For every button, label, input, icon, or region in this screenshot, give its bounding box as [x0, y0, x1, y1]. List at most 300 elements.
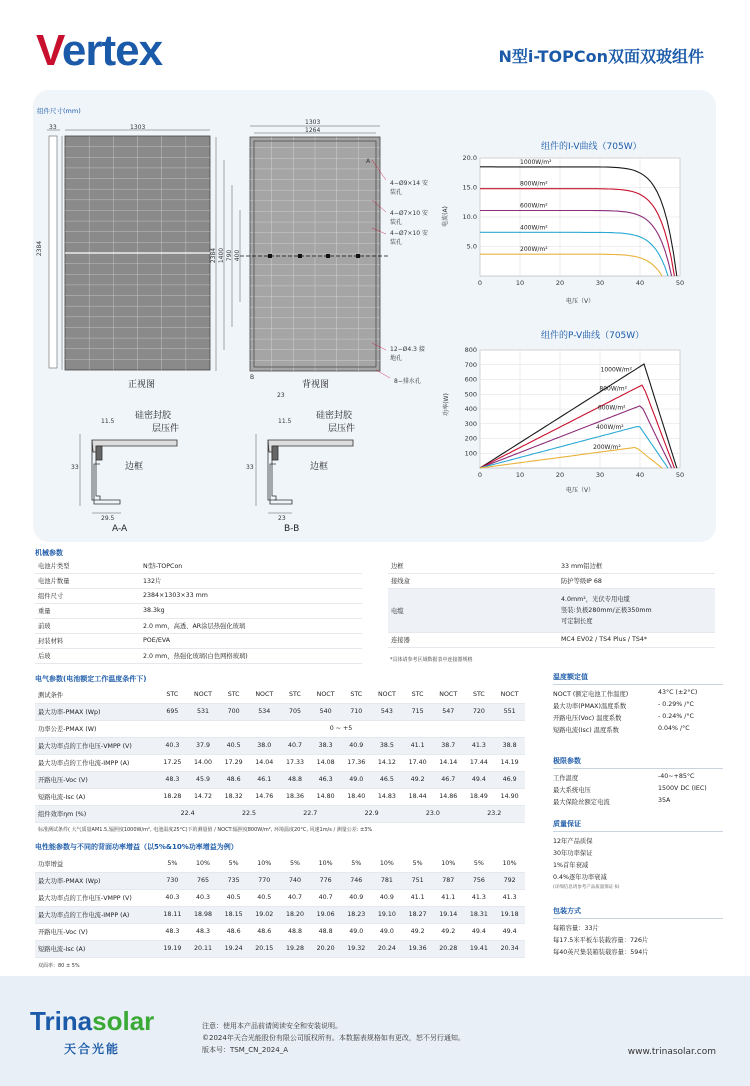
param-name: 封装材料 [35, 633, 140, 648]
pv-chart-ylabel: 功率(W) [442, 393, 450, 416]
footer-line-2: ©2024年天合光能股份有限公司版权所有。本数据表规格如有更改，恕不另行通知。 [202, 1034, 465, 1042]
table-cell: 531 [188, 703, 219, 720]
bb-dim-width: 23 [278, 515, 286, 522]
header-cell: NOCT [372, 686, 403, 703]
x-tick-label: 50 [675, 279, 685, 287]
mechanical-table-left [35, 558, 362, 664]
table-cell: 781 [372, 872, 403, 889]
table-cell: 18.36 [280, 788, 311, 805]
y-tick-label: 5.0 [466, 242, 477, 251]
header-cell: 5% [280, 855, 311, 872]
table-cell: 14.12 [372, 754, 403, 771]
list-item-text: 1500V DC (IEC) [658, 785, 707, 792]
param-name: 连接器 [388, 632, 558, 647]
series-label: 200W/m² [520, 246, 548, 254]
param-name: 边框 [388, 558, 558, 573]
table-cell: 41.3 [464, 737, 495, 754]
param-name: 组件尺寸 [35, 588, 140, 603]
y-tick-label: 800 [464, 346, 477, 354]
table-cell: 41.3 [494, 889, 525, 906]
y-tick-label: 400 [464, 405, 477, 413]
table-cell: 720 [464, 703, 495, 720]
table-cell: 18.40 [341, 788, 372, 805]
list-item [553, 713, 723, 725]
table-cell: 18.20 [280, 906, 311, 923]
table-cell: 751 [402, 872, 433, 889]
header-cell: 10% [433, 855, 464, 872]
table-cell: 19.41 [464, 940, 495, 957]
table-row [35, 771, 525, 788]
table-cell: 770 [249, 872, 280, 889]
table-cell: 17.36 [341, 754, 372, 771]
row-label: 最大功率点的工作电流-IMPP (A) [35, 754, 157, 771]
list-item [553, 785, 723, 797]
back-h1-dim: 2384 [210, 247, 218, 264]
y-tick-label: 20.0 [462, 154, 477, 162]
row-label: 组件效率ηm (%) [35, 805, 157, 822]
table-cell: 49.2 [402, 771, 433, 788]
table-cell: 17.33 [280, 754, 311, 771]
hole-label-2: 4−Ø7×10 安装孔 [390, 210, 428, 226]
series-label: 600W/m² [520, 202, 548, 210]
brand-trina: Trina [30, 1006, 93, 1036]
y-tick-label: 600 [464, 375, 477, 384]
table-cell: 48.3 [188, 923, 219, 940]
section-bb-drawing [256, 434, 353, 513]
bb-dim-top: 11.5 [278, 418, 292, 425]
series-label: 600W/m² [597, 404, 626, 412]
table-cell: 20.11 [188, 940, 219, 957]
table-cell: 540 [310, 703, 341, 720]
packing [553, 906, 723, 959]
table-cell: 22.7 [280, 805, 341, 822]
dim-23: 23 [277, 392, 285, 399]
table-cell: 14.00 [188, 754, 219, 771]
table-cell: 551 [494, 703, 525, 720]
table-cell: 46.7 [433, 771, 464, 788]
header-cell: STC [218, 686, 249, 703]
mechanical-note: *具体请参考区域数据表中连接器规格 [390, 657, 473, 663]
row-label: 短路电流-Isc (A) [35, 788, 157, 805]
table-cell: 40.5 [249, 889, 280, 906]
table-cell: 18.44 [402, 788, 433, 805]
table-row [388, 632, 715, 647]
table-cell: 46.9 [494, 771, 525, 788]
table-cell: 40.9 [341, 889, 372, 906]
table-cell: 14.14 [433, 754, 464, 771]
param-value-line: MC4 EV02 / TS4 Plus / TS4* [561, 636, 648, 643]
website-link[interactable]: www.trinasolar.com [627, 1047, 716, 1057]
list-item [553, 725, 723, 737]
table-cell: 40.5 [218, 737, 249, 754]
header-cell: 5% [341, 855, 372, 872]
back-width-dim: 1303 [305, 119, 321, 126]
table-cell: 543 [372, 703, 403, 720]
bb-section-name: B-B [284, 524, 300, 534]
table-cell: 19.19 [157, 940, 188, 957]
list-item-text: -40~+85°C [658, 773, 695, 780]
table-cell: 14.19 [494, 754, 525, 771]
table-cell: 19.02 [249, 906, 280, 923]
param-value [558, 573, 715, 588]
list-item-text: 每40英尺集装箱装载容量：594片 [553, 949, 649, 956]
pv-chart [450, 342, 700, 487]
pv-chart-title: 组件的P-V曲线（705W） [541, 331, 645, 341]
table-cell: 48.6 [249, 923, 280, 940]
y-tick-label: 100 [464, 449, 477, 458]
front-view-label: 正视图 [128, 380, 156, 390]
header-cell: STC [341, 686, 372, 703]
list-item-text: 每17.5米平板车装载容量：726片 [553, 937, 649, 944]
x-tick-label: 40 [635, 471, 645, 479]
front-width-dim: 1303 [130, 124, 146, 131]
table-cell: 41.1 [402, 889, 433, 906]
row-label: 功率公差-PMAX (W) [35, 720, 157, 737]
y-tick-label: 200 [464, 434, 477, 443]
aa-dim-width: 29.5 [101, 515, 115, 522]
front-frame-dim: 33 [49, 124, 57, 131]
table-cell: 49.2 [433, 923, 464, 940]
param-value-line: 33 mm铝边框 [561, 562, 603, 570]
table-cell: 14.90 [494, 788, 525, 805]
bb-laminate-label: 层压件 [328, 424, 356, 434]
header-cell: 测试条件 [35, 686, 157, 703]
table-row [388, 588, 715, 632]
x-tick-label: 20 [555, 279, 565, 287]
header-cell: 功率增益 [35, 855, 157, 872]
header-cell: 10% [188, 855, 219, 872]
mechanical-title: 机械参数 [35, 549, 63, 557]
param-name: 电缆 [388, 588, 558, 632]
table-cell: 17.44 [464, 754, 495, 771]
table-cell: 38.7 [433, 737, 464, 754]
table-cell: 40.9 [341, 737, 372, 754]
table-cell: 19.10 [372, 906, 403, 923]
param-value [558, 558, 715, 573]
header-cell: 5% [402, 855, 433, 872]
table-row [35, 603, 362, 618]
table-cell: 715 [402, 703, 433, 720]
table-cell: 38.5 [372, 737, 403, 754]
table-cell: 18.28 [157, 788, 188, 805]
table-cell: 19.24 [218, 940, 249, 957]
table-row [388, 573, 715, 588]
table-cell: 18.23 [341, 906, 372, 923]
temperature-title: 温度额定值 [553, 672, 723, 685]
table-cell: 534 [249, 703, 280, 720]
param-value: 2.0 mm，热强化玻璃(白色网格玻璃) [140, 648, 362, 663]
table-cell: 14.04 [249, 754, 280, 771]
table-cell: 19.06 [310, 906, 341, 923]
list-item-text: 0.04% /°C [658, 725, 690, 732]
param-value: N型i-TOPCon [140, 558, 362, 573]
list-item-text: 每箱容量：33片 [553, 925, 599, 932]
table-cell: 48.8 [280, 923, 311, 940]
list-item-text: 最大功率(PMAX)温度系数 [553, 703, 627, 710]
list-item-text: 最大保险丝额定电流 [553, 799, 610, 806]
header-cell: NOCT [188, 686, 219, 703]
header-cell: NOCT [249, 686, 280, 703]
table-cell: 48.6 [218, 923, 249, 940]
x-tick-label: 30 [595, 471, 605, 479]
table-cell: 38.3 [310, 737, 341, 754]
table-cell: 547 [433, 703, 464, 720]
header-cell: 5% [218, 855, 249, 872]
front-height-dim: 2384 [36, 240, 44, 257]
header-cell: STC [280, 686, 311, 703]
back-h4-dim: 400 [234, 249, 242, 262]
series-label: 400W/m² [520, 224, 548, 232]
table-cell: 22.4 [157, 805, 218, 822]
electrical-table [35, 686, 525, 823]
list-item-text: NOCT (额定电池工作温度) [553, 691, 629, 698]
electrical-title: 电气参数(电池额定工作温度条件下) [35, 675, 147, 683]
param-name: 电池片类型 [35, 558, 140, 573]
aa-sealant-label: 硅密封胶 [135, 411, 172, 421]
y-tick-label: 700 [464, 360, 477, 369]
table-cell: 18.49 [464, 788, 495, 805]
table-cell: 14.72 [188, 788, 219, 805]
table-cell: 49.4 [464, 923, 495, 940]
series-label: 400W/m² [596, 423, 624, 431]
list-item [553, 836, 723, 848]
table-cell: 49.4 [464, 771, 495, 788]
row-label: 开路电压-Voc (V) [35, 923, 157, 940]
aa-section-name: A-A [112, 524, 128, 534]
table-cell: 22.5 [218, 805, 279, 822]
list-item-text: 12年产品质保 [553, 838, 593, 845]
param-value: 38.3kg [140, 603, 362, 618]
list-item [553, 947, 723, 959]
table-cell: 40.3 [188, 889, 219, 906]
list-item-text: 工作温度 [553, 775, 579, 782]
dimensions-title: 组件尺寸(mm) [37, 107, 81, 115]
table-cell: 740 [280, 872, 311, 889]
table-row [388, 558, 715, 573]
bb-mark: B [250, 374, 255, 381]
table-cell: 40.7 [280, 737, 311, 754]
series-label: 800W/m² [520, 180, 548, 188]
table-cell: 49.0 [341, 923, 372, 940]
table-cell: 18.11 [157, 906, 188, 923]
table-cell: 0 ~ +5 [157, 720, 525, 737]
hole-label-4: 12−Ø4.3 接地孔 [390, 346, 425, 362]
table-cell: 49.0 [372, 923, 403, 940]
list-item-text: 短路电流(Isc) 温度系数 [553, 727, 619, 734]
header-cell: 10% [494, 855, 525, 872]
aa-dim-height: 33 [71, 464, 79, 471]
table-cell: 48.3 [157, 923, 188, 940]
footer-line-1: 注意：使用本产品前请阅读安全和安装说明。 [202, 1022, 342, 1030]
back-inner-width-dim: 1264 [305, 127, 321, 134]
header-cell: 10% [310, 855, 341, 872]
table-cell: 695 [157, 703, 188, 720]
trinasolar-cn: 天合光能 [64, 1042, 121, 1056]
pv-chart-xlabel: 电压（V） [566, 487, 595, 494]
table-cell: 41.3 [464, 889, 495, 906]
table-row [35, 788, 525, 805]
table-cell: 40.7 [280, 889, 311, 906]
limit-parameters [553, 756, 723, 809]
table-cell: 787 [433, 872, 464, 889]
table-cell: 20.24 [372, 940, 403, 957]
table-row [35, 805, 525, 822]
table-cell: 40.3 [157, 737, 188, 754]
param-name: 接线盒 [388, 573, 558, 588]
param-value [558, 632, 715, 647]
table-row [35, 558, 362, 573]
table-cell: 746 [341, 872, 372, 889]
row-label: 最大功率-PMAX (Wp) [35, 703, 157, 720]
table-cell: 700 [218, 703, 249, 720]
series-label: 1000W/m² [600, 366, 633, 374]
param-value: 2384×1303×33 mm [140, 588, 362, 603]
list-item-text: 0.4%逐年功率衰减 [553, 874, 607, 881]
param-name: 重量 [35, 603, 140, 618]
back-h3-dim: 790 [226, 249, 234, 262]
param-name: 前玻 [35, 618, 140, 633]
aa-laminate-label: 层压件 [152, 424, 180, 434]
list-item-text: 35A [658, 797, 671, 804]
table-cell: 41.1 [402, 737, 433, 754]
limits-title: 极限参数 [553, 756, 723, 769]
bifacial-note: 双面率：80 ± 5% [38, 963, 80, 969]
table-cell: 705 [280, 703, 311, 720]
aa-dim-top: 11.5 [101, 418, 115, 425]
list-item [553, 872, 723, 884]
table-row [35, 573, 362, 588]
series-label: 1000W/m² [520, 158, 552, 166]
table-cell: 48.8 [280, 771, 311, 788]
bb-sealant-label: 硅密封胶 [316, 411, 353, 421]
vertex-logo: Vertex [36, 26, 163, 75]
table-row [35, 588, 362, 603]
header-cell: STC [464, 686, 495, 703]
param-value: 132片 [140, 573, 362, 588]
mechanical-table-right [388, 558, 715, 648]
header-cell: NOCT [310, 686, 341, 703]
x-tick-label: 40 [635, 279, 645, 287]
list-item-text: 最大系统电压 [553, 787, 591, 794]
row-label: 最大功率点的工作电流-IMPP (A) [35, 906, 157, 923]
table-cell: 18.15 [218, 906, 249, 923]
header-cell: NOCT [494, 686, 525, 703]
header-cell: 5% [464, 855, 495, 872]
table-row [35, 720, 525, 737]
table-row [35, 618, 362, 633]
table-cell: 38.8 [494, 737, 525, 754]
table-cell: 23.0 [402, 805, 463, 822]
table-header [35, 686, 525, 703]
table-cell: 46.1 [249, 771, 280, 788]
param-value [558, 588, 715, 632]
param-value-line: 竖装:负极280mm/正极350mm [561, 606, 652, 614]
table-cell: 20.28 [433, 940, 464, 957]
table-row [35, 633, 362, 648]
header-cell: 10% [249, 855, 280, 872]
y-tick-label: 15.0 [462, 183, 477, 192]
bifacial-table [35, 855, 525, 958]
table-cell: 19.18 [494, 906, 525, 923]
table-cell: 17.25 [157, 754, 188, 771]
table-cell: 41.1 [433, 889, 464, 906]
table-row [35, 703, 525, 720]
table-cell: 730 [157, 872, 188, 889]
iv-chart [450, 150, 700, 300]
list-item-text: - 0.24% /°C [658, 713, 694, 720]
warranty-title: 质量保证 [553, 819, 723, 832]
table-row [35, 889, 525, 906]
table-cell: 46.3 [310, 771, 341, 788]
table-cell: 48.8 [310, 923, 341, 940]
table-cell: 48.3 [157, 771, 188, 788]
param-value-line: 防护等级IP 68 [561, 578, 602, 585]
table-cell: 710 [341, 703, 372, 720]
list-item [553, 701, 723, 713]
table-cell: 18.31 [464, 906, 495, 923]
table-cell: 22.9 [341, 805, 402, 822]
table-cell: 20.34 [494, 940, 525, 957]
hole-label-1: 4−Ø9×14 安装孔 [390, 180, 428, 196]
header-cell: STC [402, 686, 433, 703]
header-cell: NOCT [433, 686, 464, 703]
iv-chart-title: 组件的I-V曲线（705W） [541, 142, 642, 152]
table-row [35, 648, 362, 663]
table-cell: 40.7 [310, 889, 341, 906]
list-item-text: 开路电压(Voc) 温度系数 [553, 715, 622, 722]
row-label: 短路电流-Isc (A) [35, 940, 157, 957]
table-cell: 735 [218, 872, 249, 889]
row-label: 开路电压-Voc (V) [35, 771, 157, 788]
list-item [553, 689, 723, 701]
iv-chart-xlabel: 电压（V） [566, 298, 595, 305]
table-cell: 19.28 [280, 940, 311, 957]
packing-title: 包装方式 [553, 906, 723, 919]
brand-solar: solar [92, 1006, 155, 1036]
table-cell: 17.29 [218, 754, 249, 771]
table-cell: 49.0 [341, 771, 372, 788]
aa-mark: A [366, 158, 371, 165]
bb-dim-height: 33 [246, 464, 254, 471]
table-cell: 37.9 [188, 737, 219, 754]
list-item [553, 923, 723, 935]
table-cell: 40.3 [157, 889, 188, 906]
table-cell: 17.40 [402, 754, 433, 771]
y-tick-label: 10.0 [462, 213, 477, 221]
electrical-note: 标准测试条件( 大气质量AM1.5,辐照度1000W/m², 电池温度25°C)下的测量值 / NOCT:辐照度800W/m², 环境温度20°C, 风速1m/s / 测量公差: ±3% [38, 827, 373, 833]
x-tick-label: 50 [675, 471, 685, 479]
header-cell: STC [157, 686, 188, 703]
section-aa-drawing [80, 434, 177, 513]
table-row [35, 906, 525, 923]
series-label: 200W/m² [593, 443, 621, 451]
footer-line-3: 版本号：TSM_CN_2024_A [202, 1046, 288, 1054]
trinasolar-logo [30, 1006, 154, 1037]
table-row [35, 940, 525, 957]
header-cell: 10% [372, 855, 403, 872]
x-tick-label: 30 [595, 279, 605, 287]
table-row [35, 923, 525, 940]
back-view-drawing [216, 126, 390, 378]
table-cell: 14.76 [249, 788, 280, 805]
row-label: 最大功率点的工作电压-VMPP (V) [35, 889, 157, 906]
x-tick-label: 10 [515, 471, 525, 479]
header-cell: 5% [157, 855, 188, 872]
table-row [35, 872, 525, 889]
param-name: 后玻 [35, 648, 140, 663]
table-cell: 14.83 [372, 788, 403, 805]
warranty-note: (详细信息请参考产品质量保证书) [553, 885, 620, 890]
